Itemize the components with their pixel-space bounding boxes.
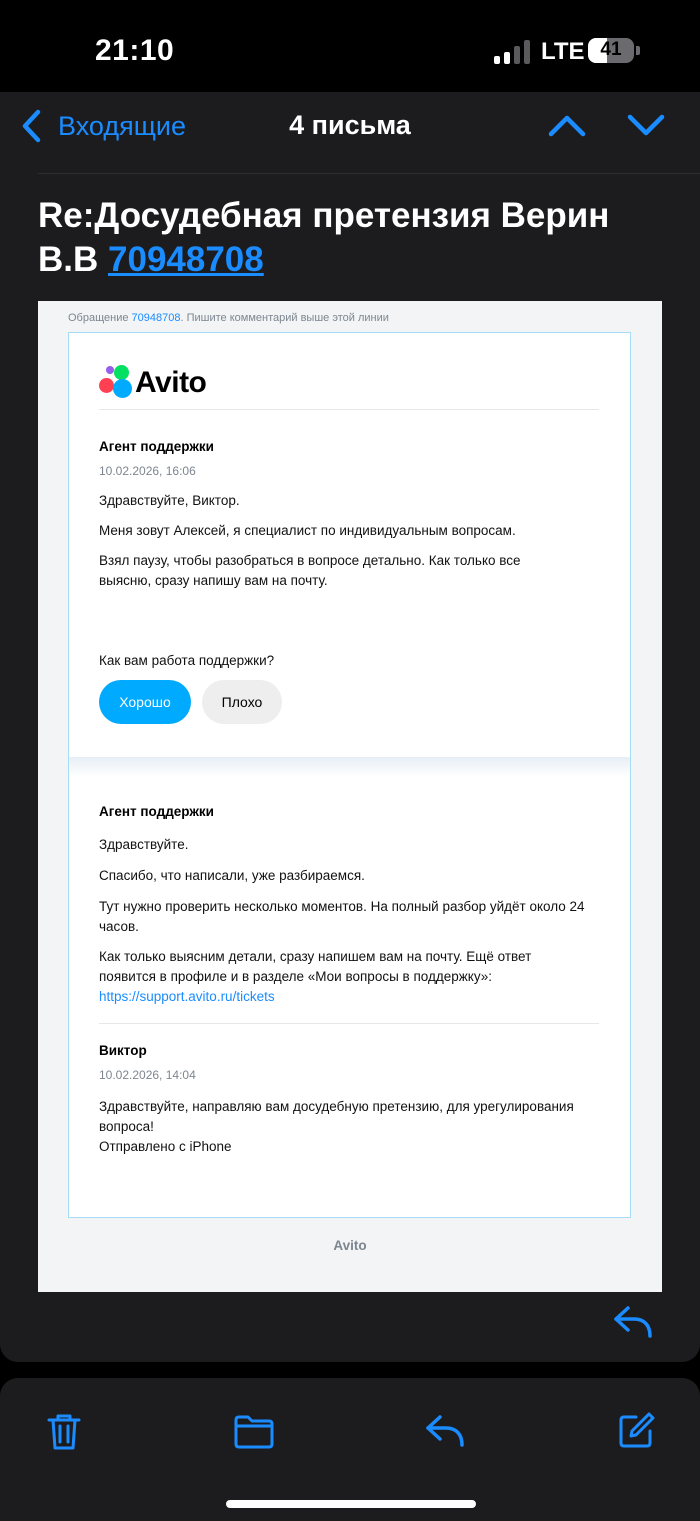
- status-bar: [0, 0, 700, 100]
- rate-good-button[interactable]: Хорошо: [99, 680, 191, 724]
- thread-count-title: 4 письма: [289, 110, 411, 140]
- battery-icon: [588, 38, 634, 63]
- nav-divider: [38, 173, 700, 174]
- message-author: Виктор: [99, 1043, 147, 1058]
- message-signature: Отправлено с iPhone: [99, 1139, 232, 1154]
- status-time: 21:10: [95, 34, 175, 67]
- rate-bad-button[interactable]: Плохо: [202, 680, 282, 724]
- network-type: LTE: [541, 38, 585, 65]
- home-indicator[interactable]: [226, 1500, 476, 1508]
- battery-tip: [636, 46, 640, 55]
- avito-logo: [99, 365, 209, 399]
- message-date: 10.02.2026, 16:06: [99, 464, 196, 478]
- trash-icon[interactable]: [44, 1411, 84, 1451]
- email-body: [38, 301, 662, 1292]
- subject-ticket-link[interactable]: 70948708: [108, 240, 264, 279]
- reply-icon[interactable]: [612, 1304, 654, 1340]
- email-card: [68, 332, 631, 1218]
- battery-percent: 41: [600, 39, 622, 60]
- avito-logo-text: Avito: [135, 366, 207, 399]
- message-author: Агент поддержки: [99, 439, 214, 454]
- message-text: Спасибо, что написали, уже разбираемся.: [99, 868, 365, 883]
- folder-icon[interactable]: [233, 1411, 275, 1451]
- divider: [99, 1023, 599, 1024]
- subject-text: Re:Досудебная претензия Верин В.В: [38, 196, 610, 279]
- avito-logo-dots: [99, 365, 131, 399]
- reply-icon[interactable]: [424, 1411, 466, 1451]
- message-text: Взял паузу, чтобы разобраться в вопросе детально. Как только все выясню, сразу напишу вам на почту.: [99, 553, 521, 588]
- back-label: Входящие: [58, 110, 187, 141]
- email-subject: [38, 194, 668, 282]
- navigation-bar: [0, 92, 700, 160]
- preheader-suffix: . Пишите комментарий выше этой линии: [180, 312, 389, 324]
- rating-question: Как вам работа поддержки?: [99, 653, 275, 668]
- cellular-signal-icon: [494, 40, 530, 64]
- email-preheader: [68, 312, 389, 324]
- preheader-ticket-link[interactable]: 70948708: [131, 312, 181, 324]
- message-text: Здравствуйте, Виктор.: [99, 493, 240, 508]
- message-text: [99, 947, 569, 1007]
- message-text: Меня зовут Алексей, я специалист по индивидуальным вопросам.: [99, 523, 516, 538]
- message-date: 10.02.2026, 14:04: [99, 1068, 196, 1082]
- email-footer: Avito: [333, 1238, 367, 1253]
- support-tickets-link[interactable]: https://support.avito.ru/tickets: [99, 989, 275, 1004]
- divider: [99, 409, 599, 410]
- message-text: Здравствуйте, направляю вам досудебную претензию, для урегулирования вопроса!: [99, 1099, 574, 1134]
- message-sheet: [0, 92, 700, 1362]
- preheader-prefix: Обращение: [68, 312, 129, 324]
- message-text: Здравствуйте.: [99, 837, 189, 852]
- compose-icon[interactable]: [616, 1411, 656, 1451]
- next-message-button[interactable]: [626, 108, 666, 142]
- message-author: Агент поддержки: [99, 804, 214, 819]
- message-text: Тут нужно проверить несколько моментов. На полный разбор уйдёт около 24 часов.: [99, 899, 585, 934]
- previous-message-button[interactable]: [547, 108, 587, 142]
- message-text-part: Как только выясним детали, сразу напишем вам на почту. Ещё ответ появится в профиле и в разделе «Мои вопросы в поддержку»:: [99, 949, 532, 984]
- section-separator: [69, 757, 630, 777]
